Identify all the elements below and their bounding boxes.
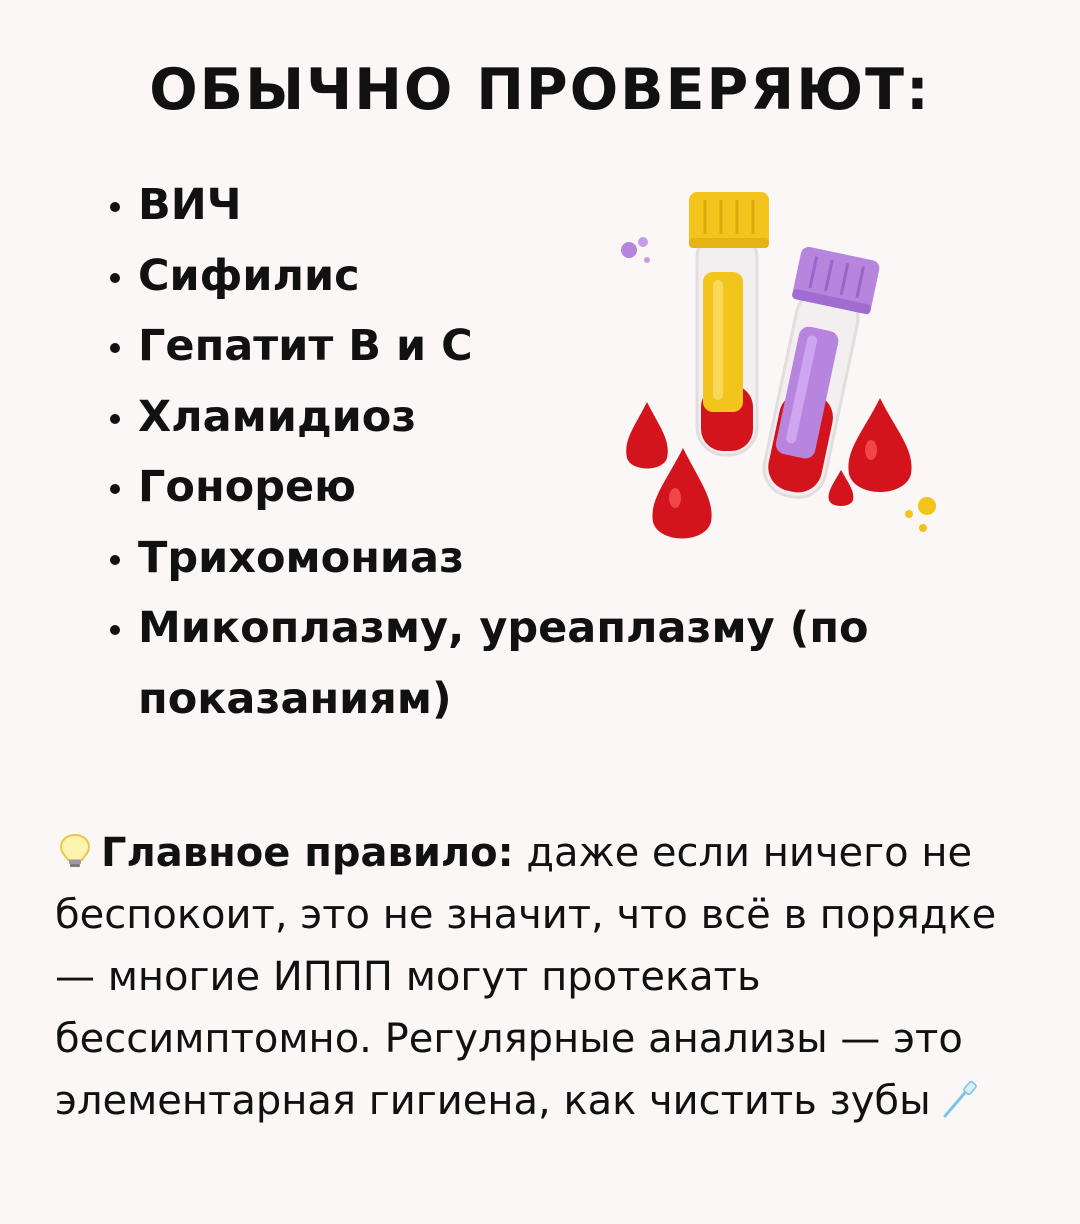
toothbrush-icon [939,1076,979,1116]
bullet-icon [110,625,120,635]
list-item-label: Трихомониаз [138,532,465,583]
bullet-icon [110,202,120,212]
list-item-label: ВИЧ [138,180,242,230]
rule-label: Главное правило: [101,830,514,876]
list-item-label: Гонорею [138,462,356,512]
bullet-icon [110,555,120,565]
bullet-icon [110,414,120,424]
yellow-tube-icon [689,192,769,455]
bullet-icon [110,343,120,353]
list-item-label: Хламидиоз [138,391,417,442]
blood-test-tubes-illustration [605,180,945,550]
main-rule-paragraph [55,822,1030,1132]
decor-dots-icon [621,237,650,263]
bullet-icon [110,484,120,494]
page-title: ОБЫЧНО ПРОВЕРЯЮТ: [149,57,931,123]
list-item [98,593,978,734]
bullet-icon [110,273,120,283]
list-item-label: Сифилис [138,250,360,301]
list-item-label: Микоплазму, уреаплазму (по показаниям) [138,603,869,724]
light-bulb-icon [55,826,95,866]
decor-dots-icon [905,497,936,532]
list-item-label: Гепатит B и C [138,321,473,371]
rule-text: даже если ничего не беспокоит, это не значит, что всё в порядке — многие ИППП могут протекать бессимптомно. Регулярные анализы — это элементарная гигиена, как чистить зубы [55,830,997,1124]
